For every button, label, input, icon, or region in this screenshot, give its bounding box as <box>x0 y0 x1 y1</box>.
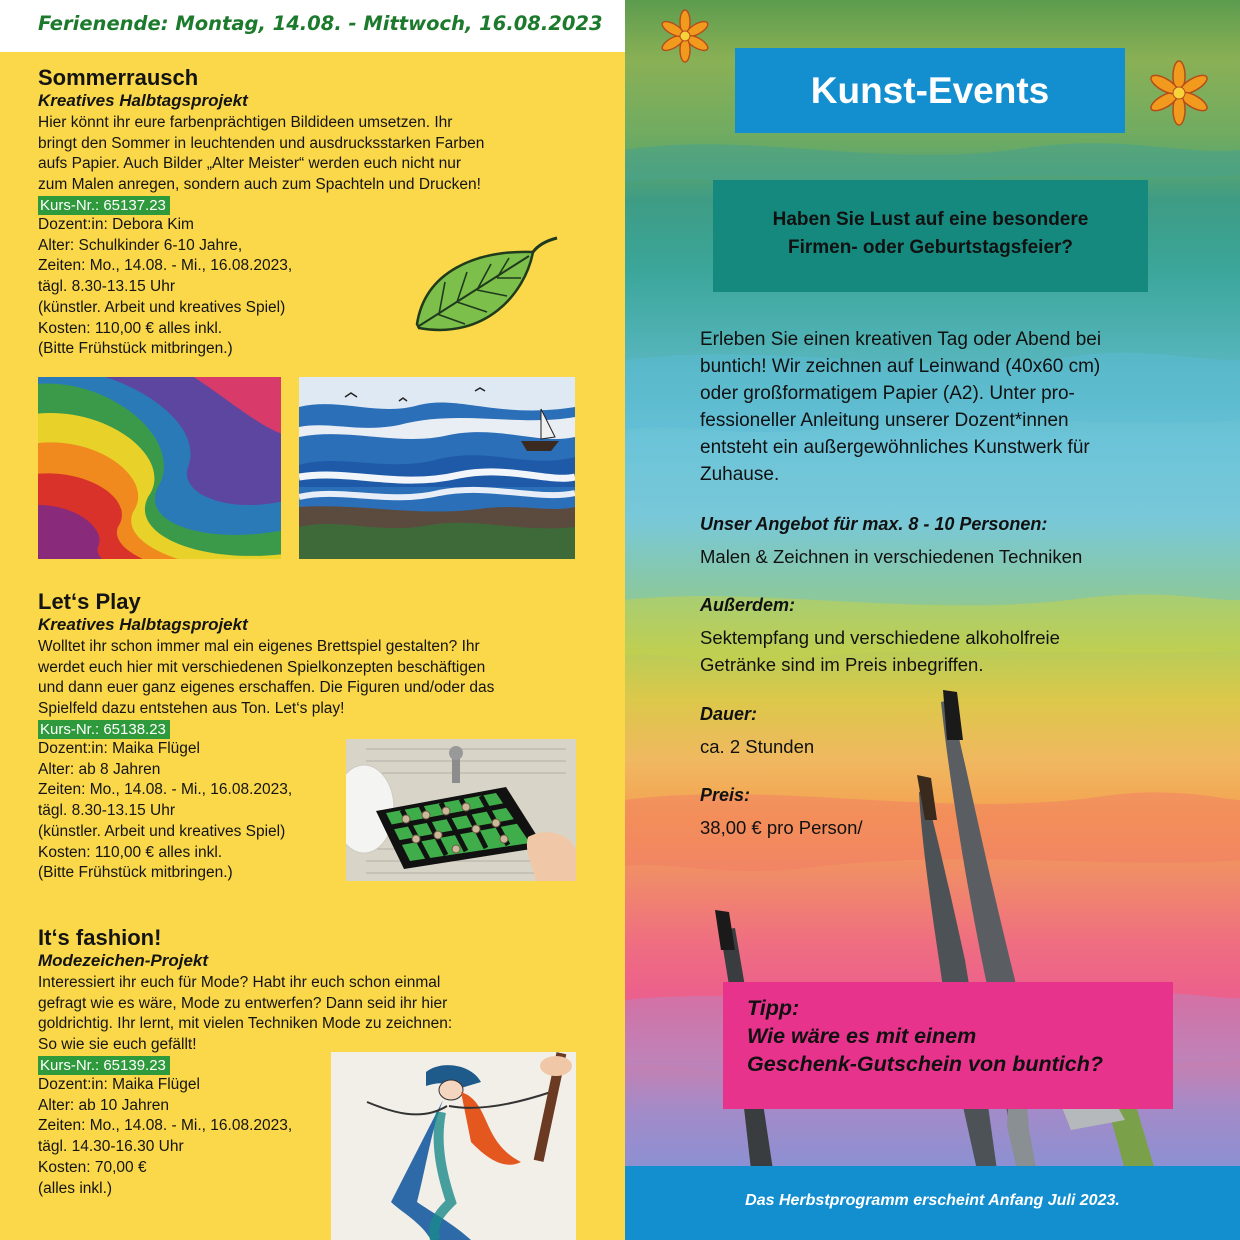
course-title: Sommerrausch <box>38 65 199 90</box>
question-banner <box>713 180 1148 292</box>
course-number-badge: Kurs-Nr.: 65139.23 <box>38 1056 170 1075</box>
course-subtitle: Kreatives Halbtagsprojekt <box>38 615 248 634</box>
course-description: Interessiert ihr euch für Mode? Habt ihr euch schon einmal gefragt wie es wäre, Mode zu entwerfen? Dann seid ihr hier goldrichtig. Ihr lernt, mit vielen Techniken Mode zu zeichnen: So wie sie euch gefällt! <box>38 974 453 1053</box>
fashion-drawing-photo <box>331 1052 576 1240</box>
tip-text: Tipp: Wie wäre es mit einem Geschenk-Gutschein von buntich? <box>747 996 1103 1076</box>
course-title: Let‘s Play <box>38 589 141 614</box>
footer-note: Das Herbstprogramm erscheint Anfang Juli 2023. <box>745 1192 1120 1209</box>
flower-icon <box>1142 56 1216 130</box>
price-heading: Preis: <box>700 785 751 805</box>
holiday-dates: Ferienende: Montag, 14.08. - Mittwoch, 16.08.2023 <box>38 12 603 35</box>
board-game-photo <box>346 739 576 881</box>
duration-value: ca. 2 Stunden <box>700 736 815 757</box>
course-subtitle: Modezeichen-Projekt <box>38 951 209 970</box>
course-details: Dozent:in: Maika Flügel Alter: ab 10 Jahren Zeiten: Mo., 14.08. - Mi., 16.08.2023, tägl. 14.30-16.30 Uhr Kosten: 70,00 € (alles inkl.) <box>38 1076 293 1197</box>
offer-value: Malen & Zeichnen in verschiedenen Techniken <box>700 546 1083 567</box>
course-details: Dozent:in: Debora Kim Alter: Schulkinder 6-10 Jahre, Zeiten: Mo., 14.08. - Mi., 16.08.2023, tägl. 8.30-13.15 Uhr (künstler. Arbeit und kreatives Spiel) Kosten: 110,00 € alles inkl. (Bitte Frühstück mitbringen.) <box>38 216 293 358</box>
course-description: Wolltet ihr schon immer mal ein eigenes Brettspiel gestalten? Ihr werdet euch hier mit verschiedenen Spielkonzepten beschäftigen und dann euer ganz eigenes erschaffen. Die Figuren und/oder das Spielfeld dazu entstehen aus Ton. Let‘s play! <box>38 638 495 717</box>
course-details: Dozent:in: Maika Flügel Alter: ab 8 Jahren Zeiten: Mo., 14.08. - Mi., 16.08.2023, tägl. 8.30-13.15 Uhr (künstler. Arbeit und kreatives Spiel) Kosten: 110,00 € alles inkl. (Bitte Frühstück mitbringen.) <box>38 740 293 882</box>
tip-banner <box>723 982 1173 1109</box>
course-title: It‘s fashion! <box>38 925 162 950</box>
seascape-painting-image <box>299 377 575 559</box>
intro-paragraph: Erleben Sie einen kreativen Tag oder Abend bei buntich! Wir zeichnen auf Leinwand (40x60 cm) oder großformatigem Papier (A2). Unter pro- fessioneller Anleitung unserer Dozent*innen entsteht ein außergewöhnliches Kunstwerk für Zuhause. <box>700 329 1102 485</box>
right-column <box>625 0 1240 1240</box>
header-strip <box>0 0 625 52</box>
extra-value: Sektempfang und verschiedene alkoholfreie Getränke sind im Preis inbegriffen. <box>700 627 1060 675</box>
page-title: Kunst-Events <box>810 70 1050 111</box>
footer-banner <box>625 1166 1240 1240</box>
course-number-badge: Kurs-Nr.: 65137.23 <box>38 196 170 215</box>
question-text: Haben Sie Lust auf eine besondere Firmen- oder Geburtstagsfeier? <box>772 209 1089 258</box>
title-banner <box>735 48 1125 133</box>
leaf-icon <box>405 232 565 352</box>
extra-heading: Außerdem: <box>700 595 796 615</box>
price-value: 38,00 € pro Person/ <box>700 817 863 838</box>
offer-heading: Unser Angebot für max. 8 - 10 Personen: <box>700 514 1048 534</box>
course-number-badge: Kurs-Nr.: 65138.23 <box>38 720 170 739</box>
duration-heading: Dauer: <box>700 704 758 724</box>
rainbow-painting-image <box>38 377 281 559</box>
course-description: Hier könnt ihr eure farbenprächtigen Bildideen umsetzen. Ihr bringt den Sommer in leuchtenden und ausdrucksstarken Farben aufs Papier. Auch Bilder „Alter Meister“ werden euch nicht nur zum Malen anregen, sondern auch zum Spachteln und Drucken! <box>38 114 485 193</box>
course-subtitle: Kreatives Halbtagsprojekt <box>38 91 248 110</box>
flower-icon <box>655 6 715 66</box>
